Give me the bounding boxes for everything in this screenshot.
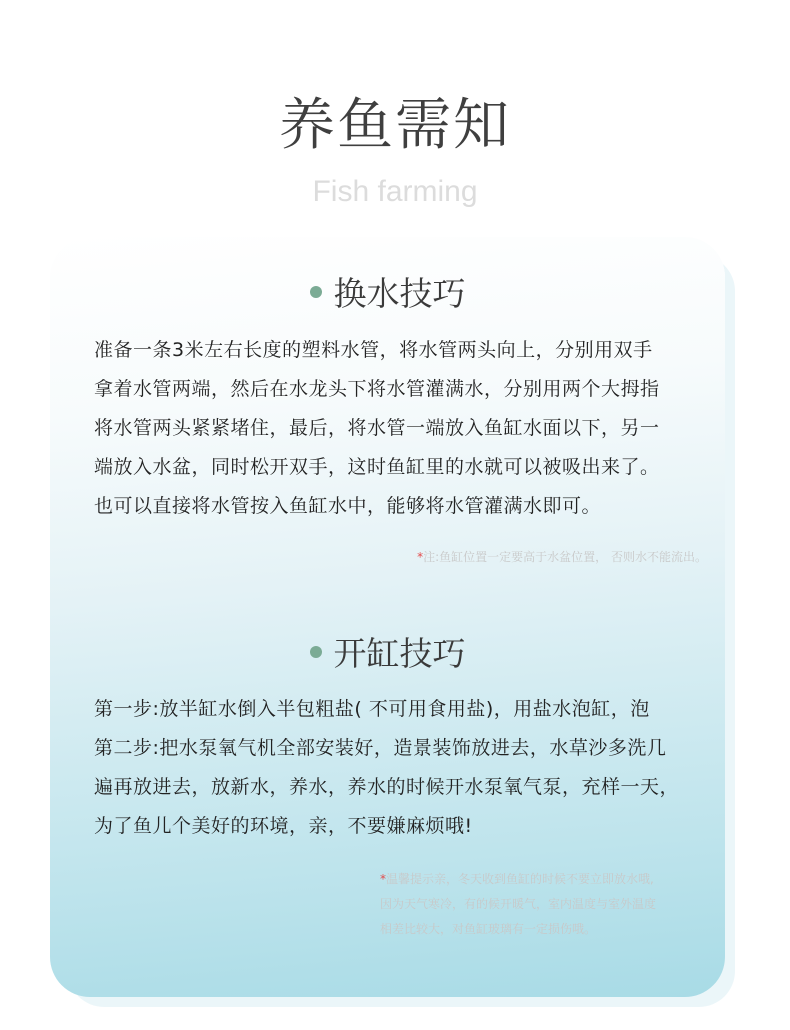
section-body-water-change — [94, 331, 704, 526]
section-body-tank-setup — [94, 690, 704, 846]
body-line: 将水管两头紧紧堵住，最后，将水管一端放入鱼缸水面以下，另一 — [94, 417, 660, 439]
note-line: 注:鱼缸位置一定要高于水盆位置， 否则水不能流出。 — [423, 550, 707, 564]
body-line: 端放入水盆，同时松开双手，这时鱼缸里的水就可以被吸出来了。 — [94, 456, 660, 478]
body-line: 拿着水管两端，然后在水龙头下将水管灌满水，分别用两个大拇指 — [94, 378, 660, 400]
body-line: 第一步:放半缸水倒入半包粗盐( 不可用食用盐)，用盐水泡缸，泡 — [94, 698, 650, 720]
note-asterisk: * — [417, 550, 424, 564]
body-line: 为了鱼儿个美好的环境，亲，不要嫌麻烦哦! — [94, 815, 473, 837]
note-asterisk: * — [380, 872, 386, 886]
section-heading-water-change — [50, 272, 725, 316]
body-line: 也可以直接将水管按入鱼缸水中，能够将水管灌满水即可。 — [94, 495, 602, 517]
section-heading-label: 开缸技巧 — [333, 634, 466, 673]
page-subtitle: Fish farming — [312, 175, 478, 208]
bullet-dot-icon — [310, 286, 322, 298]
section-heading-tank-setup — [50, 632, 725, 676]
note-tank-setup — [380, 867, 656, 942]
bullet-dot-icon — [310, 646, 322, 658]
note-line: 相差比较大，对鱼缸玻璃有一定损伤哦。 — [380, 922, 597, 936]
body-line: 准备一条3米左右长度的塑料水管，将水管两头向上，分别用双手 — [94, 339, 653, 361]
page-title: 养鱼需知 — [279, 93, 511, 158]
note-line: 温馨提示亲，冬天收到鱼缸的时候不要立即放水哦, — [386, 872, 654, 886]
body-line: 遍再放进去，放新水，养水，养水的时候开水泵氧气泵，充样一天， — [94, 776, 680, 798]
note-line: 因为天气寒冷，有的候开暖气，室内温度与室外温度 — [380, 897, 657, 911]
note-water-change — [417, 545, 707, 570]
section-heading-label: 换水技巧 — [333, 274, 466, 313]
body-line: 第二步:把水泵氧气机全部安装好，造景装饰放进去，水草沙多洗几 — [94, 737, 667, 759]
info-card — [50, 237, 725, 997]
